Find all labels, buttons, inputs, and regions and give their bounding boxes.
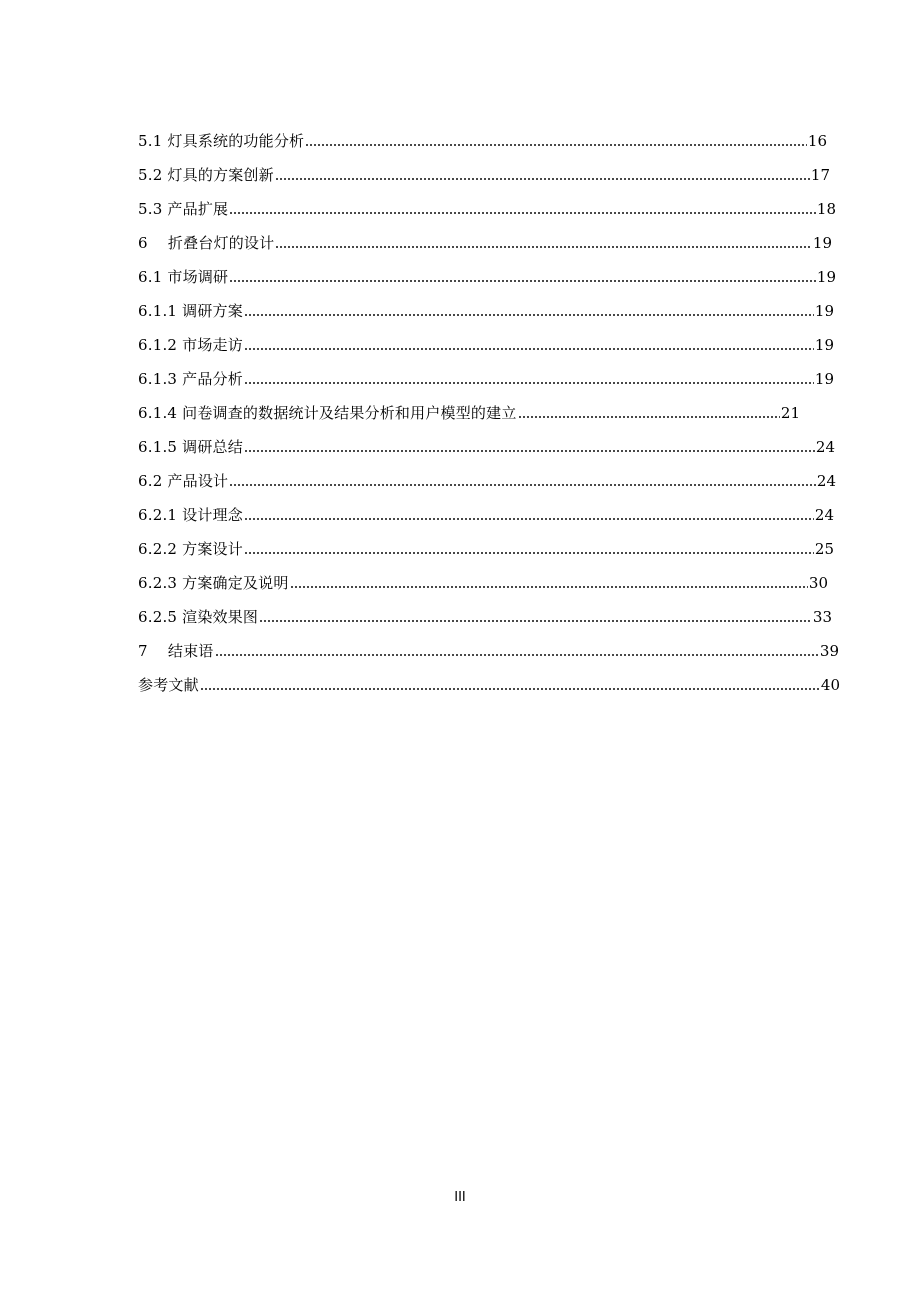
toc-entry-page: 33 [812,608,832,626]
toc-entry-page: 24 [815,438,835,456]
toc-entry-page: 17 [810,166,830,184]
toc-entry-page: 18 [816,200,836,218]
toc-entry-title: 6.1.1 调研方案 [138,302,243,320]
toc-entry-title: 5.1 灯具系统的功能分析 [138,132,305,150]
toc-entry-page: 39 [819,642,839,660]
toc-dot-leader [259,619,812,623]
toc-entry-title: 6.2.1 设计理念 [138,506,243,524]
toc-entry[interactable] [138,254,836,288]
toc-entry-page: 19 [814,336,834,354]
toc-dot-leader [215,653,819,657]
toc-entry-title: 6.1.4 问卷调查的数据统计及结果分析和用户模型的建立 [138,404,517,422]
toc-dot-leader [244,449,815,453]
toc-dot-leader [244,551,814,555]
toc-entry-page: 24 [814,506,834,524]
toc-dot-leader [244,517,814,521]
table-of-contents [138,118,842,696]
toc-dot-leader [200,687,820,691]
toc-dot-leader [229,211,816,215]
toc-entry-title: 6.1.2 市场走访 [138,336,243,354]
toc-entry-page: 30 [808,574,828,592]
toc-dot-leader [244,347,814,351]
toc-entry-page: 40 [820,676,840,694]
toc-dot-leader [275,245,812,249]
toc-dot-leader [229,483,816,487]
toc-dot-leader [305,143,807,147]
toc-entry[interactable] [138,186,836,220]
toc-entry[interactable] [138,662,840,696]
toc-entry[interactable] [138,220,832,254]
toc-entry-title: 6.1 市场调研 [138,268,229,286]
toc-entry[interactable] [138,492,834,526]
toc-entry-title: 参考文献 [138,676,199,694]
toc-entry-title: 6.1.3 产品分析 [138,370,243,388]
toc-entry[interactable] [138,594,832,628]
toc-entry[interactable] [138,424,835,458]
toc-entry-title: 5.3 产品扩展 [138,200,229,218]
toc-entry[interactable] [138,152,830,186]
toc-entry-page: 19 [812,234,832,252]
toc-dot-leader [518,415,780,419]
toc-entry[interactable] [138,322,834,356]
page-number: III [454,1190,466,1205]
toc-entry[interactable] [138,390,800,424]
toc-entry-title: 7 结束语 [138,642,214,660]
toc-entry[interactable] [138,356,834,390]
toc-entry[interactable] [138,628,839,662]
toc-entry-page: 19 [816,268,836,286]
toc-entry[interactable] [138,560,828,594]
toc-entry[interactable] [138,526,834,560]
toc-entry-page: 19 [814,302,834,320]
toc-entry[interactable] [138,458,836,492]
toc-entry-title: 6.2.2 方案设计 [138,540,243,558]
toc-entry-page: 25 [814,540,834,558]
toc-entry-title: 5.2 灯具的方案创新 [138,166,274,184]
toc-dot-leader [244,381,814,385]
toc-entry-page: 24 [816,472,836,490]
toc-dot-leader [229,279,816,283]
toc-entry-title: 6 折叠台灯的设计 [138,234,275,252]
toc-dot-leader [290,585,808,589]
toc-entry-page: 21 [780,404,800,422]
toc-entry-title: 6.1.5 调研总结 [138,438,243,456]
toc-entry-title: 6.2.5 渲染效果图 [138,608,259,626]
toc-entry-title: 6.2 产品设计 [138,472,229,490]
toc-entry[interactable] [138,288,834,322]
toc-entry-title: 6.2.3 方案确定及说明 [138,574,289,592]
toc-entry-page: 19 [814,370,834,388]
toc-dot-leader [275,177,810,181]
toc-dot-leader [244,313,814,317]
toc-entry-page: 16 [807,132,827,150]
toc-entry[interactable] [138,118,827,152]
